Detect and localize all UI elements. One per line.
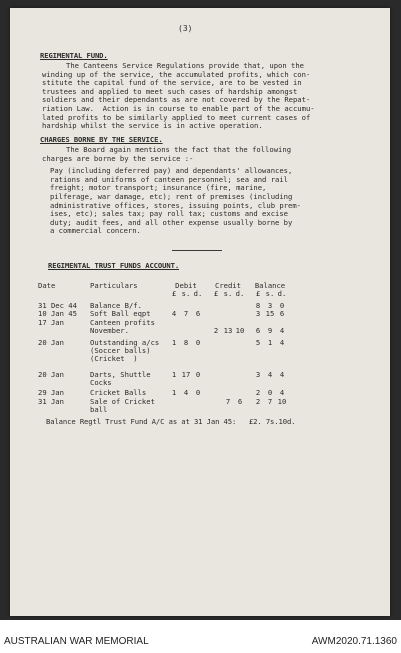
balance-summary: Balance Regtl Trust Fund A/C as at 31 Jan 45: £2. 7s.10d.: [46, 417, 296, 426]
balance-shillings: 4: [267, 370, 273, 380]
lsd-label: £: [213, 289, 219, 299]
balance-pounds: 8: [255, 301, 261, 311]
debit-pence: 0: [195, 388, 201, 398]
text-line: soldiers and their dependants as are not covered by the Repat-: [42, 95, 311, 105]
text-line: stitute the capital fund of the service, are to be vested in: [42, 78, 302, 88]
text-line: a commercial concern.: [50, 226, 141, 236]
balance-pence: 10: [277, 396, 287, 406]
balance-pence: 4: [279, 370, 285, 380]
row-date: 20 Jan: [38, 370, 64, 380]
text-line: pilferage, war damage, etc); rent of premises (including: [50, 191, 293, 201]
lsd-label: s.: [265, 289, 275, 299]
ledger-heading: REGIMENTAL TRUST FUNDS ACCOUNT.: [48, 261, 180, 270]
lsd-label: d.: [277, 289, 287, 299]
row-date: 29 Jan: [38, 388, 64, 398]
table-row: [38, 387, 288, 397]
row-date: 10 Jan 45: [38, 309, 77, 319]
regt-fund-paragraph: [42, 62, 315, 131]
debit-pounds: 4: [171, 309, 177, 319]
row-particulars: Sale of Cricket ball: [90, 396, 155, 414]
lsd-label: d.: [235, 289, 245, 299]
credit-pence: [234, 310, 246, 318]
table-row: [38, 310, 288, 318]
balance-shillings: 1: [267, 338, 273, 348]
debit-pence: [192, 319, 204, 335]
balance-shillings: 7: [267, 396, 273, 406]
credit-pounds: [210, 302, 222, 310]
credit-shillings: [222, 335, 234, 365]
debit-pence: 0: [195, 370, 201, 380]
row-particulars: Outstanding a/cs (Soccer balls) (Cricket ): [90, 338, 160, 364]
col-header-date: Date: [38, 281, 56, 290]
balance-shillings: 15: [265, 309, 275, 319]
charges-paragraph: [42, 146, 301, 236]
section-divider: [172, 250, 222, 251]
balance-shillings: 0: [267, 388, 273, 398]
text-line: The Board again mentions the fact that the following: [66, 145, 292, 154]
credit-shillings: [222, 310, 234, 318]
balance-pence: 6: [279, 309, 285, 319]
balance-pence: 4: [279, 388, 285, 398]
lsd-label: s.: [223, 289, 233, 299]
footer-institution: AUSTRALIAN WAR MEMORIAL: [4, 636, 149, 647]
text-line: administrative offices, stores, issuing points, club prem-: [50, 200, 301, 210]
text-line: trustees and applied to meet such cases of hardship amongst: [42, 86, 298, 96]
debit-pounds: [168, 319, 180, 335]
charges-heading: CHARGES BORNE BY THE SERVICE.: [40, 135, 163, 144]
credit-shillings: 13: [223, 325, 233, 335]
footer-accession-number: AWM2020.71.1360: [311, 636, 397, 647]
lsd-label: s.: [181, 289, 191, 299]
credit-pence: [234, 365, 246, 387]
row-particulars: Darts, Shuttle Cocks: [90, 370, 151, 388]
credit-pence: 6: [237, 396, 243, 406]
credit-pounds: [210, 398, 222, 414]
table-row: [38, 365, 288, 387]
text-line: freight; motor transport; insurance (fire, marine,: [50, 183, 267, 193]
debit-shillings: [180, 319, 192, 335]
text-line: winding up of the service, the accumulated profits, which con-: [42, 69, 311, 79]
credit-pounds: [210, 335, 222, 365]
table-row: [38, 335, 288, 365]
lsd-label: £: [255, 289, 261, 299]
ledger-table: [38, 282, 288, 414]
text-line: ises, etc); sales tax; pay roll tax; customs and excise: [50, 209, 288, 219]
table-row: [38, 319, 288, 335]
row-particulars: Canteen profits November.: [90, 317, 155, 335]
debit-pence: 0: [195, 338, 201, 348]
col-header-credit: Credit: [215, 281, 241, 290]
balance-shillings: 3: [267, 301, 273, 311]
balance-pounds: 6: [255, 325, 261, 335]
ledger-header-row: [38, 282, 288, 290]
lsd-label: d.: [193, 289, 203, 299]
text-line: riation Law. Action is in course to enable part of the accumu-: [42, 103, 315, 113]
text-line: The Canteens Service Regulations provide that, upon the: [66, 61, 304, 70]
debit-pounds: 1: [171, 338, 177, 348]
debit-shillings: 8: [183, 338, 189, 348]
credit-pounds: [210, 365, 222, 387]
debit-pence: 6: [195, 309, 201, 319]
debit-shillings: [180, 398, 192, 414]
text-line: charges are borne by the service :-: [42, 153, 194, 163]
col-header-balance: Balance: [254, 281, 286, 290]
col-header-debit: Debit: [175, 281, 197, 290]
balance-pounds: 3: [255, 309, 261, 319]
credit-pounds: [210, 310, 222, 318]
debit-pounds: 1: [171, 388, 177, 398]
debit-pounds: [168, 398, 180, 414]
row-date: 17 Jan: [38, 317, 64, 327]
regt-fund-heading: REGIMENTAL FUND.: [40, 51, 108, 60]
col-header-particulars: Particulars: [90, 281, 138, 290]
credit-pounds: [210, 387, 222, 397]
balance-pence: 4: [279, 325, 285, 335]
row-date: 31 Jan: [38, 396, 64, 406]
debit-pence: [192, 398, 204, 414]
credit-shillings: [222, 302, 234, 310]
credit-pence: [234, 335, 246, 365]
debit-shillings: 17: [181, 370, 191, 380]
debit-shillings: 7: [183, 309, 189, 319]
balance-pounds: 2: [255, 396, 261, 406]
text-line: lated profits to be similarly applied to meet current cases of: [42, 112, 311, 122]
credit-shillings: 7: [225, 396, 231, 406]
balance-pence: 4: [279, 338, 285, 348]
balance-pounds: 5: [255, 338, 261, 348]
row-particulars: Balance B/f.: [90, 301, 142, 311]
lsd-label: £: [171, 289, 177, 299]
row-date: 31 Dec 44: [38, 301, 77, 311]
table-row: [38, 398, 288, 414]
credit-pounds: 2: [213, 325, 219, 335]
text-line: Pay (including deferred pay) and dependants' allowances,: [50, 166, 293, 176]
row-date: 20 Jan: [38, 338, 64, 348]
archive-footer: [0, 622, 401, 653]
text-line: hardship whilst the service is in active operation.: [42, 121, 263, 131]
text-line: duty; audit fees, and all other expense usually borne by: [50, 217, 293, 227]
balance-pence: 0: [279, 301, 285, 311]
credit-shillings: [222, 365, 234, 387]
text-line: rations and uniforms of canteen personnel; sea and rail: [50, 174, 288, 184]
credit-pence: 10: [235, 325, 245, 335]
balance-shillings: 9: [267, 325, 273, 335]
balance-pounds: 2: [255, 388, 261, 398]
debit-pounds: 1: [171, 370, 177, 380]
row-particulars: Cricket Balls: [90, 388, 147, 398]
debit-shillings: 4: [183, 388, 189, 398]
row-particulars: Soft Ball eqpt: [90, 309, 151, 319]
credit-pence: [234, 302, 246, 310]
balance-pounds: 3: [255, 370, 261, 380]
page-number: (3): [178, 24, 193, 33]
